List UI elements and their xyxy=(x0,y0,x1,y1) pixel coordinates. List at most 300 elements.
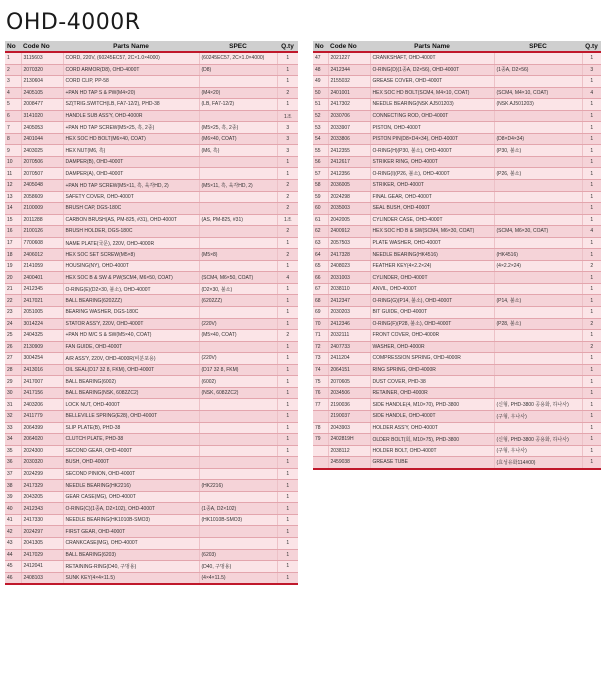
cell-parts-name: BEARING WASHER, DGS-180C xyxy=(63,307,199,319)
cell-no xyxy=(313,445,328,457)
cell-code: 2407733 xyxy=(328,341,370,353)
cell-spec xyxy=(494,330,582,342)
cell-spec: (NSK, 6082ZC2) xyxy=(199,387,277,399)
table-row xyxy=(5,283,298,295)
table-row xyxy=(5,295,298,307)
cell-no: 17 xyxy=(5,237,21,249)
cell-parts-name: GREASE COVER, OHD-4000T xyxy=(370,76,494,88)
cell-qty: 1 xyxy=(277,364,298,376)
cell-parts-name: SECOND PINION, OHD-4000T xyxy=(63,468,199,480)
cell-spec: (효성유화114#00) xyxy=(494,457,582,469)
cell-qty: 1 xyxy=(277,76,298,88)
cell-code: 2412347 xyxy=(328,295,370,307)
cell-qty: 1 xyxy=(582,353,601,365)
cell-code: 2403025 xyxy=(21,145,63,157)
cell-no: 18 xyxy=(5,249,21,261)
table-row xyxy=(5,260,298,272)
cell-no: 47 xyxy=(313,52,328,64)
cell-parts-name: HEX NUT(M6, 흑) xyxy=(63,145,199,157)
table-row xyxy=(313,341,601,353)
cell-no: 79 xyxy=(313,434,328,446)
table-row xyxy=(313,145,601,157)
cell-no: 56 xyxy=(313,156,328,168)
cell-code: 2417029 xyxy=(21,549,63,561)
cell-no: 74 xyxy=(313,364,328,376)
cell-no: 58 xyxy=(313,180,328,192)
cell-qty: 1 xyxy=(582,133,601,145)
cell-code: 2403206 xyxy=(21,399,63,411)
cell-qty: 1 xyxy=(582,387,601,399)
cell-no: 51 xyxy=(313,99,328,111)
table-row xyxy=(5,364,298,376)
cell-spec: (P30, 불소) xyxy=(494,145,582,157)
cell-spec: (6203) xyxy=(199,549,277,561)
table-row xyxy=(5,434,298,446)
table-row xyxy=(5,491,298,503)
cell-no: 13 xyxy=(5,191,21,203)
cell-spec xyxy=(494,76,582,88)
table-row xyxy=(313,156,601,168)
cell-parts-name: BALL BEARING(NSK, 6082ZC2) xyxy=(63,387,199,399)
cell-no: 52 xyxy=(313,110,328,122)
table-row xyxy=(5,156,298,168)
cell-spec: (신형, PHD-3800 공용화, 하나사) xyxy=(494,434,582,446)
table-row xyxy=(5,122,298,134)
cell-spec: (1종A, D2×56) xyxy=(494,64,582,76)
cell-qty: 1 xyxy=(582,156,601,168)
cell-spec: (HK2216) xyxy=(199,480,277,492)
table-row xyxy=(313,76,601,88)
cell-no: 26 xyxy=(5,341,21,353)
cell-qty: 1 xyxy=(582,76,601,88)
cell-spec: (M4×20) xyxy=(199,87,277,99)
table-row xyxy=(5,249,298,261)
table-row xyxy=(313,353,601,365)
table-row xyxy=(313,52,601,64)
table-row xyxy=(313,226,601,238)
cell-no: 46 xyxy=(5,572,21,584)
cell-parts-name: GEAR CASE(MG), OHD-4000T xyxy=(63,491,199,503)
cell-no: 61 xyxy=(313,214,328,226)
cell-spec xyxy=(199,168,277,180)
cell-qty: 1 xyxy=(582,168,601,180)
cell-no: 65 xyxy=(313,260,328,272)
cell-qty: 1 xyxy=(582,330,601,342)
cell-parts-name: HEX SOC HD B & SW(SCM4, M6×30, COAT) xyxy=(370,226,494,238)
cell-qty: 2 xyxy=(277,203,298,215)
table-row xyxy=(313,249,601,261)
cell-no: 67 xyxy=(313,283,328,295)
cell-code: 2417156 xyxy=(21,387,63,399)
table-row xyxy=(313,445,601,457)
cell-parts-name: DAMPER(B), OHD-4000T xyxy=(63,156,199,168)
cell-code: 2038112 xyxy=(328,445,370,457)
cell-code: 2417329 xyxy=(21,480,63,492)
cell-spec: (M5×40, COAT) xyxy=(199,330,277,342)
cell-qty: 1조 xyxy=(277,214,298,226)
cell-code: 2406012 xyxy=(21,249,63,261)
cell-no: 4 xyxy=(5,87,21,99)
cell-spec xyxy=(199,237,277,249)
cell-spec xyxy=(199,457,277,469)
cell-code: 2408103 xyxy=(21,572,63,584)
cell-qty: 1 xyxy=(277,503,298,515)
table-row xyxy=(5,480,298,492)
cell-qty: 2 xyxy=(277,249,298,261)
cell-parts-name: BRUSH HOLDER, DGS-180C xyxy=(63,226,199,238)
cell-parts-name: DUST COVER, PHD-38 xyxy=(370,376,494,388)
cell-code: 2051005 xyxy=(21,307,63,319)
cell-spec: (LB, FA7-12/2) xyxy=(199,99,277,111)
cell-code: 2155032 xyxy=(328,76,370,88)
cell-qty: 1 xyxy=(277,283,298,295)
cell-qty: 1 xyxy=(582,364,601,376)
cell-no: 37 xyxy=(5,468,21,480)
cell-code: 2100126 xyxy=(21,226,63,238)
cell-code: 2417302 xyxy=(328,99,370,111)
cell-parts-name: BALL BEARING(6202ZZ) xyxy=(63,295,199,307)
cell-parts-name: +PAN HD TAP SCREW(M5×25, 흑, 2종) xyxy=(63,122,199,134)
cell-qty: 1 xyxy=(277,514,298,526)
cell-spec xyxy=(199,468,277,480)
cell-qty: 1 xyxy=(277,410,298,422)
table-row xyxy=(5,203,298,215)
cell-qty: 3 xyxy=(277,133,298,145)
cell-parts-name: NEEDLE BEARING(HK1010B-SMO3) xyxy=(63,514,199,526)
table-row xyxy=(5,537,298,549)
cell-code: 2412355 xyxy=(328,145,370,157)
cell-spec xyxy=(494,341,582,353)
table-row xyxy=(5,191,298,203)
cell-parts-name: STRIKER RING, OHD-4000T xyxy=(370,156,494,168)
table-row xyxy=(313,283,601,295)
cell-no: 15 xyxy=(5,214,21,226)
cell-code: 2412356 xyxy=(328,168,370,180)
cell-code: 2030706 xyxy=(328,110,370,122)
table-row xyxy=(5,52,298,64)
table-row xyxy=(5,549,298,561)
cell-spec xyxy=(494,353,582,365)
cell-parts-name: NEEDLE BEARING(HK2216) xyxy=(63,480,199,492)
cell-no: 24 xyxy=(5,318,21,330)
cell-parts-name: HEX SOC HD BOLT(SCM4, M4×10, COAT) xyxy=(370,87,494,99)
table-row xyxy=(313,110,601,122)
parts-table-right xyxy=(313,41,601,470)
cell-spec: (구형, 우나사) xyxy=(494,445,582,457)
table-row xyxy=(313,422,601,434)
cell-code: 2036005 xyxy=(328,180,370,192)
cell-parts-name: A/R ASS'Y, 220V, OHD-4000R(비분포용) xyxy=(63,353,199,365)
cell-code: 2034506 xyxy=(328,387,370,399)
table-row xyxy=(5,376,298,388)
cell-no: 49 xyxy=(313,76,328,88)
cell-spec: (SCM4, M6×50, COAT) xyxy=(199,272,277,284)
cell-qty: 1 xyxy=(582,110,601,122)
cell-code: 2035003 xyxy=(328,203,370,215)
cell-no: 5 xyxy=(5,99,21,111)
cell-parts-name: O-RING(C)(1종A, D2×102), OHD-4000T xyxy=(63,503,199,515)
header-code: Code No xyxy=(21,41,63,52)
header-no: No xyxy=(313,41,328,52)
cell-spec xyxy=(199,422,277,434)
cell-parts-name: CORD CLIP, PP-58 xyxy=(63,76,199,88)
cell-qty: 1 xyxy=(277,376,298,388)
cell-qty: 1 xyxy=(277,52,298,64)
cell-code: 2070605 xyxy=(328,376,370,388)
cell-spec: (신형, PHD-3800 공용화, 하나사) xyxy=(494,399,582,411)
cell-spec: (M5×11, 흑, 육각HD, 2) xyxy=(199,180,277,192)
table-row xyxy=(5,468,298,480)
header-spec: SPEC xyxy=(494,41,582,52)
cell-code: 2064020 xyxy=(21,434,63,446)
cell-code: 2141059 xyxy=(21,260,63,272)
cell-code: 2058609 xyxy=(21,191,63,203)
cell-spec: (NSK AJ501203) xyxy=(494,99,582,111)
cell-parts-name: HOLDER BOLT, OHD-4000T xyxy=(370,445,494,457)
cell-parts-name: SAFETY COVER, OHD-4000T xyxy=(63,191,199,203)
cell-no: 53 xyxy=(313,122,328,134)
cell-no: 45 xyxy=(5,561,21,573)
cell-no: 19 xyxy=(5,260,21,272)
cell-spec: (4×4×11.5) xyxy=(199,572,277,584)
cell-qty: 3 xyxy=(582,64,601,76)
cell-spec: (M6×40, COAT) xyxy=(199,133,277,145)
table-row xyxy=(5,457,298,469)
cell-qty: 2 xyxy=(277,330,298,342)
cell-qty: 1 xyxy=(277,445,298,457)
cell-parts-name: FRONT COVER, OHD-4000R xyxy=(370,330,494,342)
cell-parts-name: ANVIL, OHD-4000T xyxy=(370,283,494,295)
table-row xyxy=(313,133,601,145)
table-row xyxy=(313,87,601,99)
page-title: OHD-4000R xyxy=(6,10,141,35)
cell-spec: (M5×25, 흑, 2종) xyxy=(199,122,277,134)
table-row xyxy=(5,399,298,411)
cell-code: 2057503 xyxy=(328,237,370,249)
cell-no: 30 xyxy=(5,387,21,399)
cell-spec: (220V) xyxy=(199,318,277,330)
table-row xyxy=(5,503,298,515)
cell-qty: 1 xyxy=(277,295,298,307)
cell-parts-name: +PAN HD M/C S & SW(M5×40, COAT) xyxy=(63,330,199,342)
cell-code: 2417330 xyxy=(21,514,63,526)
cell-code: 2411779 xyxy=(21,410,63,422)
cell-parts-name: O-RING(H)(P30, 불소), OHD-4000T xyxy=(370,145,494,157)
cell-code: 3014224 xyxy=(21,318,63,330)
cell-qty: 2 xyxy=(582,260,601,272)
cell-qty: 1 xyxy=(582,122,601,134)
cell-no: 64 xyxy=(313,249,328,261)
cell-parts-name: FINAL GEAR, OHD-4000T xyxy=(370,191,494,203)
cell-code: 2041305 xyxy=(21,537,63,549)
cell-no: 29 xyxy=(5,376,21,388)
cell-code: 2033806 xyxy=(328,133,370,145)
cell-no: 36 xyxy=(5,457,21,469)
table-row xyxy=(313,364,601,376)
cell-no: 33 xyxy=(5,422,21,434)
cell-code: 7700608 xyxy=(21,237,63,249)
cell-spec xyxy=(494,214,582,226)
cell-spec xyxy=(494,283,582,295)
cell-code: 2412346 xyxy=(328,318,370,330)
table-row xyxy=(313,307,601,319)
cell-no: 43 xyxy=(5,537,21,549)
header-no: No xyxy=(5,41,21,52)
cell-no: 22 xyxy=(5,295,21,307)
cell-parts-name: PISTON PIN(D8×D4×34), OHD-4000T xyxy=(370,133,494,145)
table-row xyxy=(313,168,601,180)
cell-parts-name: BALL BEARING(6002) xyxy=(63,376,199,388)
cell-spec xyxy=(199,156,277,168)
cell-parts-name: FIRST GEAR, OHD-4000T xyxy=(63,526,199,538)
cell-parts-name: CORD, 220V, (60245EC57, 2C×1.0×4000) xyxy=(63,52,199,64)
cell-parts-name: CYLINDER, OHD-4000T xyxy=(370,272,494,284)
cell-qty: 1 xyxy=(277,387,298,399)
cell-parts-name: COMPRESSION SPRING, OHD-4000R xyxy=(370,353,494,365)
table-row xyxy=(313,191,601,203)
cell-no: 68 xyxy=(313,295,328,307)
cell-parts-name: FEATHER KEY(4×2.2×24) xyxy=(370,260,494,272)
cell-parts-name: BELLEVILLE SPRING(E28), OHD-4000T xyxy=(63,410,199,422)
header-parts-name: Parts Name xyxy=(370,41,494,52)
cell-no: 35 xyxy=(5,445,21,457)
cell-parts-name: SEAL BUSH, OHD-4000T xyxy=(370,203,494,215)
cell-spec xyxy=(494,110,582,122)
cell-no: 23 xyxy=(5,307,21,319)
table-row xyxy=(5,353,298,365)
cell-spec xyxy=(199,434,277,446)
cell-code: 2038110 xyxy=(328,283,370,295)
cell-spec xyxy=(199,399,277,411)
cell-parts-name: BUSH, OHD-4000T xyxy=(63,457,199,469)
cell-code: 2190036 xyxy=(328,399,370,411)
cell-qty: 1 xyxy=(277,549,298,561)
cell-qty: 1 xyxy=(582,52,601,64)
table-row xyxy=(313,272,601,284)
table-row xyxy=(5,99,298,111)
table-row xyxy=(313,180,601,192)
cell-spec xyxy=(494,52,582,64)
cell-no xyxy=(313,457,328,469)
cell-no: 70 xyxy=(313,318,328,330)
cell-code: 2408023 xyxy=(328,260,370,272)
cell-qty: 2 xyxy=(277,226,298,238)
cell-code: 2031003 xyxy=(328,272,370,284)
cell-spec xyxy=(199,76,277,88)
table-row xyxy=(5,64,298,76)
cell-code: 2130604 xyxy=(21,76,63,88)
cell-parts-name: BRUSH CAP, DGS-180C xyxy=(63,203,199,215)
cell-code: 2401001 xyxy=(328,87,370,99)
cell-no: 78 xyxy=(313,422,328,434)
cell-no: 42 xyxy=(5,526,21,538)
cell-qty: 1 xyxy=(277,353,298,365)
cell-spec xyxy=(199,537,277,549)
cell-qty: 1 xyxy=(582,249,601,261)
cell-spec xyxy=(494,156,582,168)
table-row xyxy=(5,410,298,422)
cell-qty: 1 xyxy=(582,434,601,446)
cell-no: 55 xyxy=(313,145,328,157)
cell-no: 66 xyxy=(313,272,328,284)
table-row xyxy=(313,122,601,134)
cell-parts-name: WASHER, OHD-4000R xyxy=(370,341,494,353)
cell-no: 63 xyxy=(313,237,328,249)
cell-spec xyxy=(199,307,277,319)
header-spec: SPEC xyxy=(199,41,277,52)
cell-code: 2405105 xyxy=(21,87,63,99)
cell-spec: (6002) xyxy=(199,376,277,388)
table-row xyxy=(5,133,298,145)
cell-parts-name: STRIKER, OHD-4000T xyxy=(370,180,494,192)
cell-qty: 1조 xyxy=(277,110,298,122)
cell-qty: 1 xyxy=(582,307,601,319)
cell-qty: 1 xyxy=(582,457,601,469)
table-row xyxy=(5,214,298,226)
cell-parts-name: CRANKCASE(MG), OHD-4000T xyxy=(63,537,199,549)
cell-parts-name: +PAN HD TAP S & PW(M4×20) xyxy=(63,87,199,99)
table-row xyxy=(5,307,298,319)
cell-no: 20 xyxy=(5,272,21,284)
cell-qty: 1 xyxy=(277,561,298,573)
cell-qty: 1 xyxy=(582,203,601,215)
cell-spec xyxy=(494,307,582,319)
cell-parts-name: SLIP PLATE(B), PHD-38 xyxy=(63,422,199,434)
cell-code: 2417328 xyxy=(328,249,370,261)
cell-no: 44 xyxy=(5,549,21,561)
cell-spec xyxy=(199,110,277,122)
cell-spec xyxy=(199,445,277,457)
cell-code: 2043903 xyxy=(328,422,370,434)
cell-no: 11 xyxy=(5,168,21,180)
cell-spec: (SCM4, M4×10, COAT) xyxy=(494,87,582,99)
cell-qty: 1 xyxy=(277,341,298,353)
table-row xyxy=(313,214,601,226)
cell-qty: 1 xyxy=(277,468,298,480)
cell-qty: 1 xyxy=(582,272,601,284)
cell-no: 10 xyxy=(5,156,21,168)
cell-qty: 1 xyxy=(277,491,298,503)
cell-no: 12 xyxy=(5,180,21,192)
cell-qty: 2 xyxy=(277,180,298,192)
cell-code: 2011288 xyxy=(21,214,63,226)
cell-qty: 1 xyxy=(582,295,601,307)
cell-code: 2030203 xyxy=(328,307,370,319)
table-row xyxy=(5,226,298,238)
cell-parts-name: HOUSING(NY), OHD-4000T xyxy=(63,260,199,272)
cell-no: 9 xyxy=(5,145,21,157)
cell-spec: (4×2.2×24) xyxy=(494,260,582,272)
cell-parts-name: HEX SOC B & SW & PW(SCM4, M6×50, COAT) xyxy=(63,272,199,284)
table-row xyxy=(313,410,601,422)
table-row xyxy=(5,237,298,249)
cell-no: 31 xyxy=(5,399,21,411)
cell-no: 54 xyxy=(313,133,328,145)
cell-spec: (D8) xyxy=(199,64,277,76)
cell-parts-name: BALL BEARING(6203) xyxy=(63,549,199,561)
cell-spec: (60245EC57, 2C×1.0×4000) xyxy=(199,52,277,64)
cell-qty: 4 xyxy=(582,226,601,238)
cell-parts-name: HANDLE SUB ASS'Y, OHD-4000R xyxy=(63,110,199,122)
cell-parts-name: CYLINDER CASE, OHD-4000T xyxy=(370,214,494,226)
cell-no: 77 xyxy=(313,399,328,411)
cell-code: 2412344 xyxy=(328,64,370,76)
table-row xyxy=(313,387,601,399)
cell-spec xyxy=(494,376,582,388)
table-row xyxy=(5,561,298,573)
cell-code: 2411204 xyxy=(328,353,370,365)
cell-parts-name: HOLDER ASS'Y, OHD-4000T xyxy=(370,422,494,434)
